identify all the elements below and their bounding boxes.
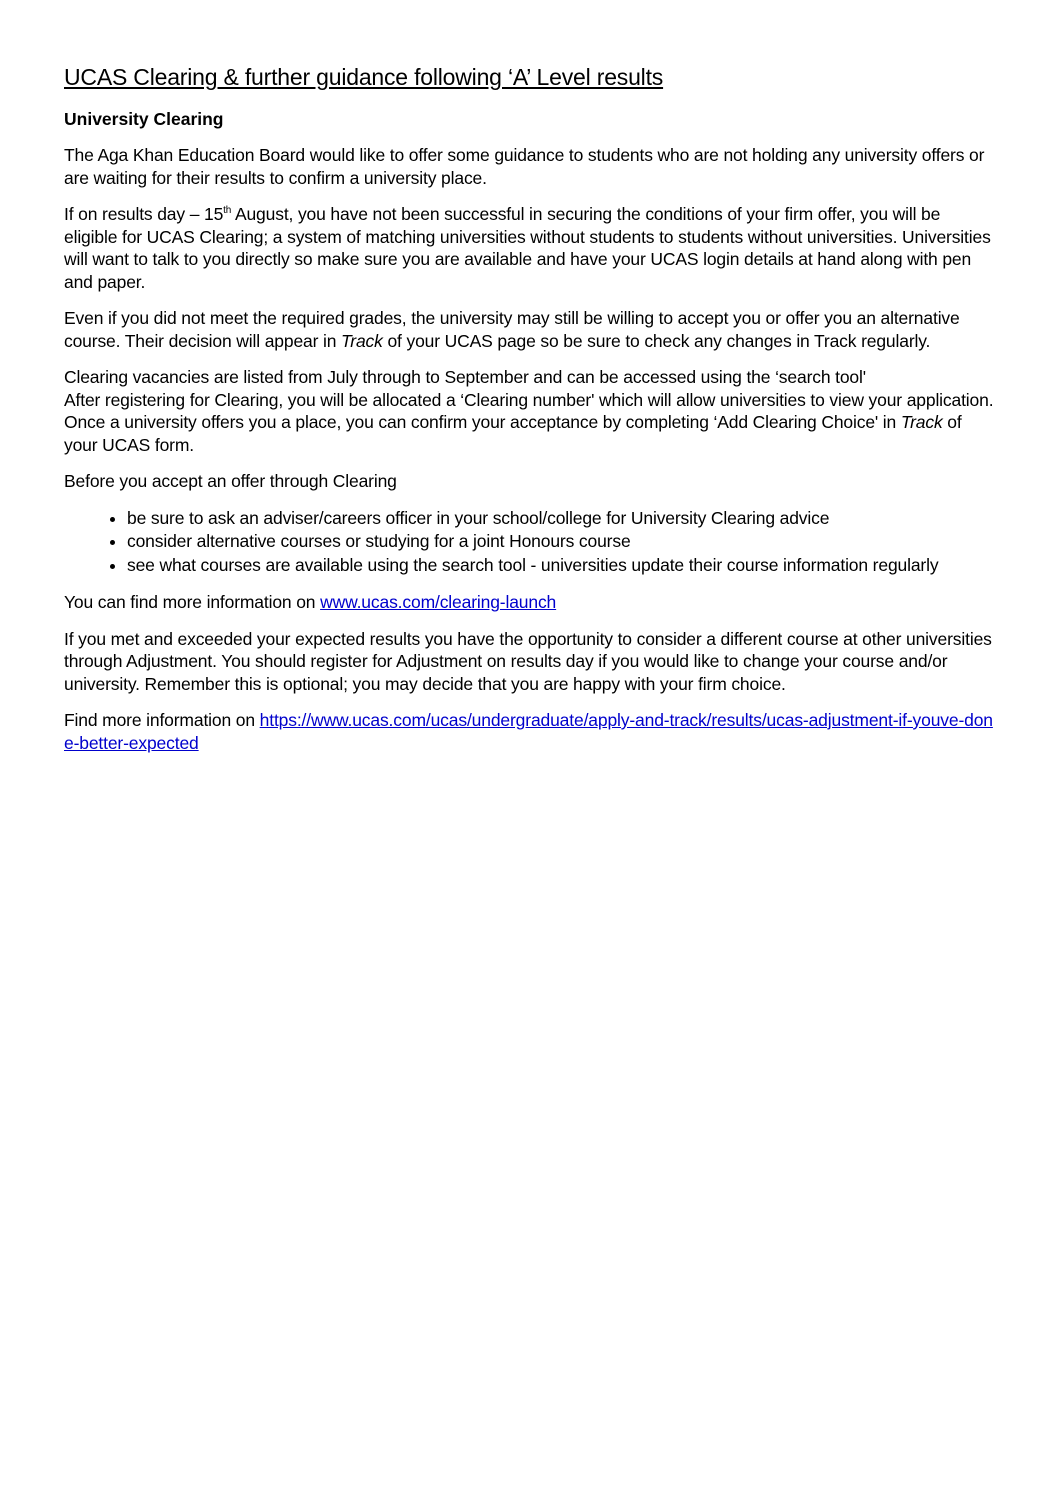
section-heading-university-clearing: University Clearing	[64, 109, 224, 129]
vacancies-paragraph: Clearing vacancies are listed from July through to September and can be accessed using the ‘search tool' After registering for Clearing, you will be allocated a ‘Clearing number' which will allow universities to view your application. Once a university offers you a place, you can confirm your acceptance by completing ‘Add Clearing Choice' in Track of your UCAS form.	[64, 367, 994, 455]
list-item: • consider alternative courses or studying for a joint Honours course	[127, 530, 994, 554]
more-info-paragraph: You can find more information on www.ucas.com/clearing-launch	[64, 592, 557, 612]
document-page	[64, 62, 994, 768]
intro-paragraph: The Aga Khan Education Board would like to offer some guidance to students who are not holding any university offers or are waiting for their results to confirm a university place.	[64, 145, 985, 188]
list-item: • be sure to ask an adviser/careers officer in your school/college for University Clearing advice	[127, 507, 994, 531]
advice-list	[64, 507, 994, 578]
before-accept-paragraph: Before you accept an offer through Clearing	[64, 471, 397, 491]
list-item: • see what courses are available using the search tool - universities update their course information regularly	[127, 554, 994, 578]
document-title: UCAS Clearing & further guidance following ‘A’ Level results	[64, 64, 664, 90]
results-day-paragraph: If on results day – 15th August, you have not been successful in securing the conditions of your firm offer, you will be eligible for UCAS Clearing; a system of matching universities without students to students without universities. Universities will want to talk to you directly so make sure you are available and have your UCAS login details at hand along with pen and paper.	[64, 204, 991, 292]
adjustment-paragraph: If you met and exceeded your expected results you have the opportunity to consider a different course at other universities through Adjustment. You should register for Adjustment on results day if you would like to change your course and/or university. Remember this is optional; you may decide that you are happy with your firm choice.	[64, 628, 992, 694]
adjustment-info-paragraph: Find more information on https://www.ucas.com/ucas/undergraduate/apply-and-track/results/ucas-adjustment-if-youve-done-better-expected	[64, 710, 993, 753]
grades-paragraph: Even if you did not meet the required grades, the university may still be willing to accept you or offer you an alternative course. Their decision will appear in Track of your UCAS page so be sure to check any changes in Track regularly.	[64, 308, 960, 351]
clearing-launch-link[interactable]: www.ucas.com/clearing-launch	[320, 592, 557, 612]
adjustment-link[interactable]: https://www.ucas.com/ucas/undergraduate/apply-and-track/results/ucas-adjustment-if-youve-done-better-expected	[64, 710, 993, 753]
